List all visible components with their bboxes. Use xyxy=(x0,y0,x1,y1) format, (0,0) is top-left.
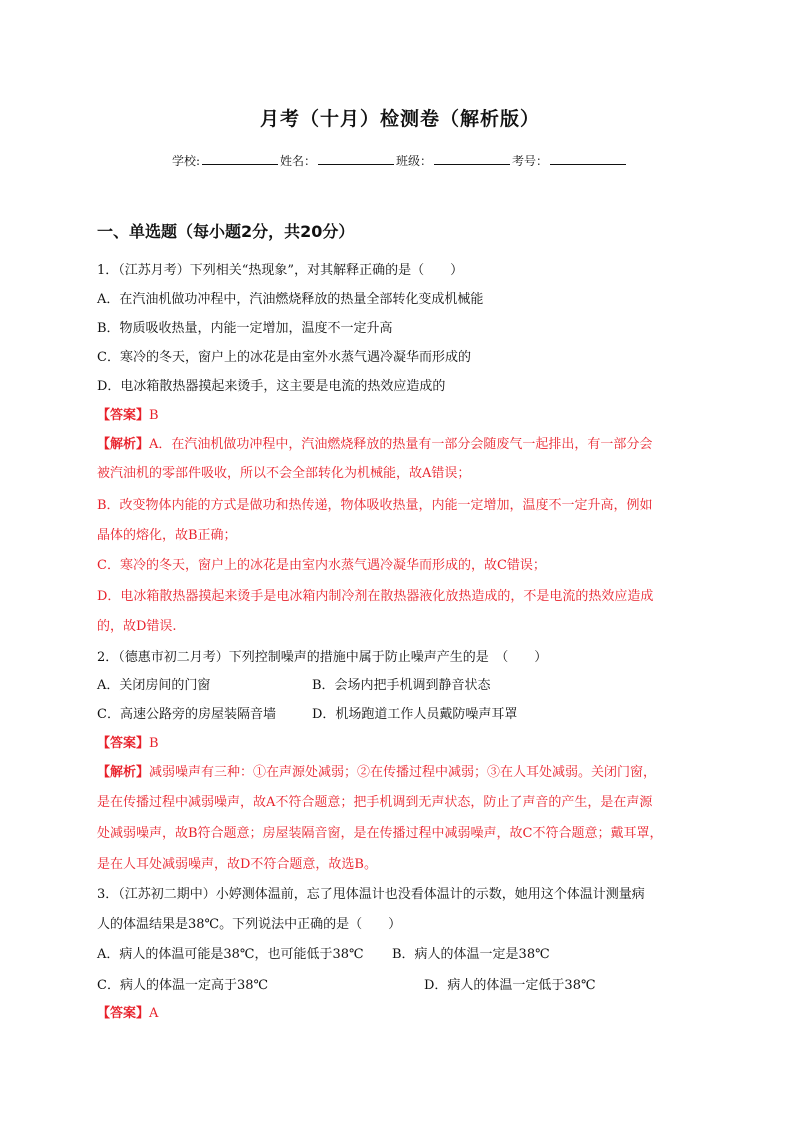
class-blank xyxy=(434,152,510,165)
question-2-answer xyxy=(97,735,159,753)
student-info-line xyxy=(0,152,800,169)
analysis-text: A．在汽油机做功冲程中，汽油燃烧释放的热量有一部分会随废气一起排出，有一部分会 xyxy=(149,437,653,452)
number-label: 考号： xyxy=(512,154,549,168)
question-1-analysis-line: C．寒冷的冬天，窗户上的冰花是由室内水蒸气遇冷凝华而形成的，故C错误； xyxy=(97,558,546,573)
question-1-analysis-line: D．电冰箱散热器摸起来烫手是电冰箱内制冷剂在散热器液化放热造成的，不是电流的热效应造成 xyxy=(97,589,654,604)
answer-tag: 【答案】 xyxy=(97,408,150,423)
section-heading: 一、单选题（每小题2分，共20分） xyxy=(97,222,355,241)
question-3-stem: 3．（江苏初二期中）小婷测体温前，忘了甩体温计也没看体温计的示数，她用这个体温计测量病 xyxy=(97,887,645,902)
school-label: 学校: xyxy=(171,154,200,168)
analysis-text: 减弱噪声有三种：①在声源处减弱；②在传播过程中减弱；③在人耳处减弱。关闭门窗， xyxy=(149,765,657,780)
question-3-option-c: C．病人的体温一定高于38℃ xyxy=(97,978,269,993)
question-1-analysis-line xyxy=(97,436,652,454)
question-3-stem: 人的体温结果是38℃。下列说法中正确的是（ ） xyxy=(97,917,402,932)
analysis-tag: 【解析】 xyxy=(97,437,150,452)
answer-value: B xyxy=(149,408,159,423)
question-1-analysis-line: 晶体的熔化，故B正确； xyxy=(97,528,237,543)
question-2-analysis-line: 是在人耳处减弱噪声，故D不符合题意，故选B。 xyxy=(97,857,377,872)
class-label: 班级： xyxy=(396,154,433,168)
question-2-option-a: A．关闭房间的门窗 xyxy=(97,678,211,693)
answer-value: A xyxy=(149,1006,159,1021)
question-1-option-b: B．物质吸收热量，内能一定增加，温度不一定升高 xyxy=(97,321,393,336)
question-2-option-c: C．高速公路旁的房屋装隔音墙 xyxy=(97,707,276,722)
question-3-option-d: D．病人的体温一定低于38℃ xyxy=(424,978,596,993)
answer-tag: 【答案】 xyxy=(97,736,150,751)
question-2-analysis-line: 是在传播过程中减弱噪声，故A不符合题意；把手机调到无声状态，防止了声音的产生，是在声源 xyxy=(97,795,653,810)
question-1-stem: 1．（江苏月考）下列相关“热现象”，对其解释正确的是（ ） xyxy=(97,263,464,278)
question-2-option-d: D．机场跑道工作人员戴防噪声耳罩 xyxy=(312,707,518,722)
question-1-answer xyxy=(97,407,159,425)
question-1-option-a: A．在汽油机做功冲程中，汽油燃烧释放的热量全部转化变成机械能 xyxy=(97,292,484,307)
question-1-option-d: D．电冰箱散热器摸起来烫手，这主要是电流的热效应造成的 xyxy=(97,379,446,394)
analysis-tag: 【解析】 xyxy=(97,765,150,780)
question-2-option-b: B．会场内把手机调到静音状态 xyxy=(312,678,491,693)
question-2-analysis-line: 处减弱噪声，故B符合题意；房屋装隔音窗，是在传播过程中减弱噪声，故C不符合题意；戴耳罩， xyxy=(97,826,663,841)
question-1-analysis-line: 被汽油机的零部件吸收，所以不会全部转化为机械能，故A错误； xyxy=(97,466,471,481)
school-blank xyxy=(202,152,278,165)
name-label: 姓名： xyxy=(280,154,317,168)
answer-tag: 【答案】 xyxy=(97,1006,150,1021)
question-3-answer xyxy=(97,1005,158,1023)
answer-value: B xyxy=(149,736,159,751)
question-1-analysis-line: B．改变物体内能的方式是做功和热传递，物体吸收热量，内能一定增加，温度不一定升高，例如 xyxy=(97,498,653,513)
question-3-option-a: A．病人的体温可能是38℃，也可能低于38℃ xyxy=(97,947,364,962)
name-blank xyxy=(318,152,394,165)
question-1-analysis-line: 的，故D错误. xyxy=(97,619,177,634)
question-2-analysis-line xyxy=(97,764,656,782)
question-3-option-b: B．病人的体温一定是38℃ xyxy=(392,947,550,962)
page-title: 月考（十月）检测卷（解析版） xyxy=(259,108,540,130)
number-blank xyxy=(550,152,626,165)
question-1-option-c: C．寒冷的冬天，窗户上的冰花是由室外水蒸气遇冷凝华而形成的 xyxy=(97,350,471,365)
question-2-stem: 2．（德惠市初二月考）下列控制噪声的措施中属于防止噪声产生的是 （ ） xyxy=(97,650,548,665)
